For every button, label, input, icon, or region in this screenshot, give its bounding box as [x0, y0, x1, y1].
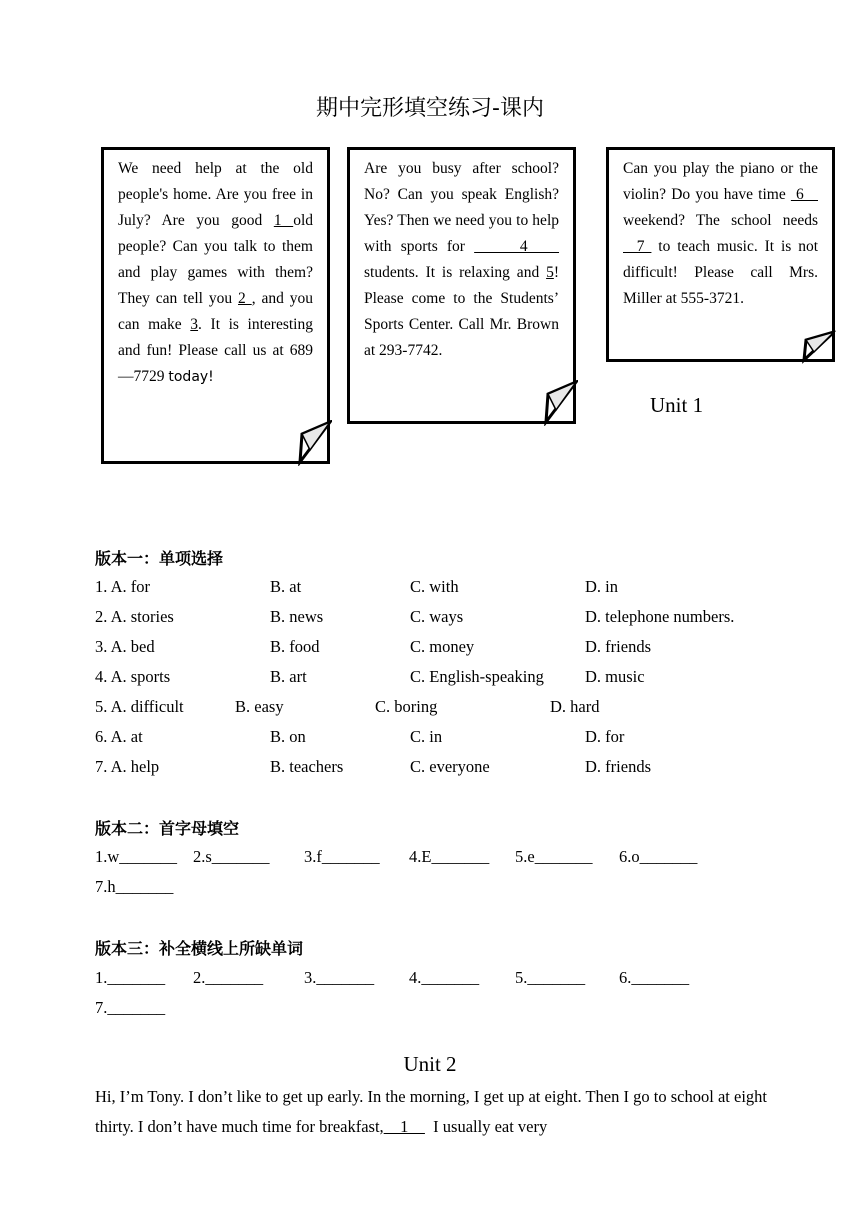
option-b: B. easy: [235, 697, 284, 716]
v2-item-5: 5.e_______: [515, 847, 593, 866]
unit-2-blank-1: 1: [383, 1117, 425, 1136]
v2-item-2: 2.s_______: [193, 847, 270, 866]
page-title: 期中完形填空练习-课内: [316, 96, 544, 121]
v3-item-7: 7._______: [95, 998, 166, 1017]
option-b: B. at: [270, 577, 302, 596]
option-d: D. for: [585, 727, 625, 746]
option-d: D. friends: [585, 757, 651, 776]
option-d: D. friends: [585, 637, 651, 656]
notice-card-3-text: Can you play the piano or the violin? Do you have time 6 weekend? The school needs 7 to teach music. It is not difficult! Please call Mrs. Miller at 555-3721.: [623, 160, 819, 307]
option-a: 1. A. for: [95, 577, 150, 596]
option-c: C. with: [410, 577, 459, 596]
v3-item-6: 6._______: [619, 968, 690, 987]
option-a: 4. A. sports: [95, 667, 171, 686]
option-c: C. money: [410, 637, 475, 656]
blank-3: 3: [190, 316, 199, 333]
option-d: D. hard: [550, 697, 600, 716]
option-d: D. in: [585, 577, 618, 596]
v2-item-1: 1.w_______: [95, 847, 178, 866]
v2-item-6: 6.o_______: [619, 847, 698, 866]
option-a: 6. A. at: [95, 727, 143, 746]
v3-item-4: 4._______: [409, 968, 480, 987]
notice-card-1: [101, 147, 330, 464]
unit-1-label: Unit 1: [650, 393, 704, 417]
page-curl-icon: [802, 330, 836, 364]
v3-item-1: 1._______: [95, 968, 166, 987]
v2-item-7: 7.h_______: [95, 877, 174, 896]
v3-item-5: 5._______: [515, 968, 586, 987]
v2-item-3: 3.f_______: [304, 847, 380, 866]
option-b: B. teachers: [270, 757, 344, 776]
option-a: 7. A. help: [95, 757, 160, 776]
option-c: C. everyone: [410, 757, 490, 776]
option-c: C. ways: [410, 607, 464, 626]
blank-6: 6: [790, 186, 818, 203]
option-b: B. on: [270, 727, 306, 746]
page-curl-icon: [298, 420, 332, 466]
option-d: D. music: [585, 667, 645, 686]
version-1-heading: 版本一：单项选择: [95, 549, 224, 568]
option-c: C. in: [410, 727, 443, 746]
unit-2-label: Unit 2: [403, 1052, 457, 1076]
version-2-heading: 版本二：首字母填空: [95, 819, 240, 838]
version-3-heading: 版本三：补全横线上所缺单词: [95, 939, 304, 958]
option-b: B. food: [270, 637, 320, 656]
page-curl-icon: [544, 380, 578, 426]
option-b: B. news: [270, 607, 324, 626]
blank-5: 5: [546, 264, 554, 281]
option-c: C. boring: [375, 697, 438, 716]
notice-card-2-text: Are you busy after school? No? Can you speak English? Yes? Then we need you to help with sports for 4 students. It is relaxing and 5! Please come to the Students’ Sports Center. Call Mr. Brown at 293-7742.: [364, 160, 560, 359]
blank-4: 4: [474, 238, 560, 255]
option-a: 5. A. difficult: [95, 697, 184, 716]
v3-item-3: 3._______: [304, 968, 375, 987]
blank-2: 2: [238, 290, 252, 307]
notice-card-2: [347, 147, 576, 424]
v2-item-4: 4.E_______: [409, 847, 490, 866]
option-a: 3. A. bed: [95, 637, 155, 656]
option-d: D. telephone numbers.: [585, 607, 735, 626]
v3-item-2: 2._______: [193, 968, 264, 987]
blank-1: 1: [273, 212, 294, 229]
option-c: C. English-speaking: [410, 667, 544, 686]
option-a: 2. A. stories: [95, 607, 174, 626]
option-b: B. art: [270, 667, 307, 686]
unit-2-passage: Hi, I’m Tony. I don’t like to get up early. In the morning, I get up at eight. Then I go to school at eight thirty. I don’t have much time for breakfast, 1 I usually eat very: [95, 1087, 767, 1136]
blank-7: 7: [623, 238, 652, 255]
notice-card-3: [606, 147, 835, 362]
notice-card-1-text: We need help at the old people's home. Are you free in July? Are you good 1 old people? Can you talk to them and play games with them? They can tell you 2 , and you can make 3. It is interesting and fun! Please call us at 689—7729 today!: [118, 160, 314, 385]
